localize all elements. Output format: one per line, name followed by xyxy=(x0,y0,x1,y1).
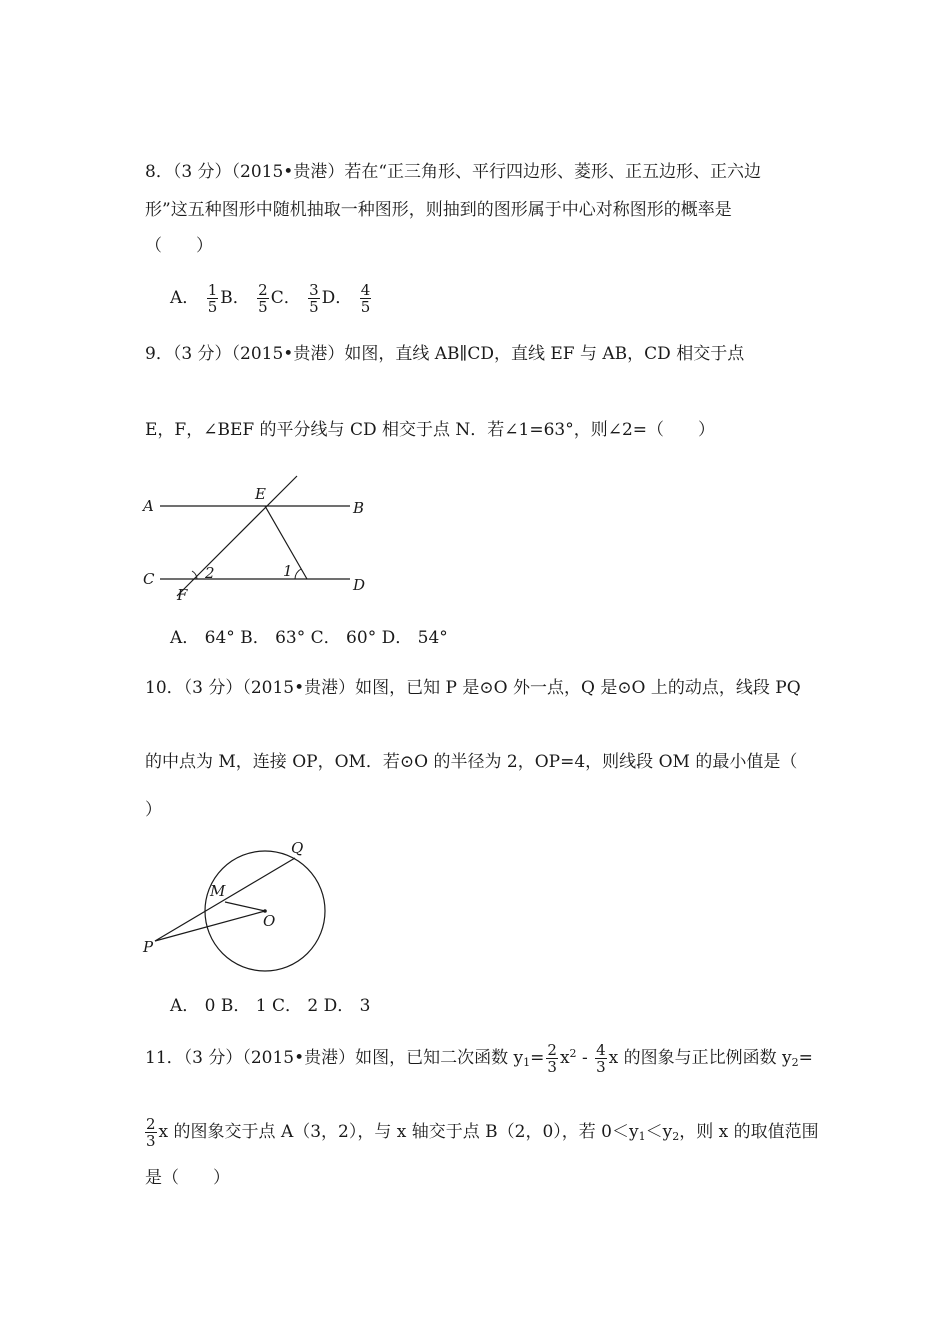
q10-options: A． 0 B． 1 C． 2 D． 3 xyxy=(170,996,371,1016)
q10-line3: ） xyxy=(145,800,162,820)
q10-line1: 10．（3 分）（2015•贵港）如图，已知 P 是⊙O 外一点，Q 是⊙O 上的动点，线段 PQ xyxy=(145,678,801,698)
q9-figure xyxy=(135,468,385,608)
q8-option-a-label: A． xyxy=(170,288,200,308)
q10-line2: 的中点为 M，连接 OP，OM．若⊙O 的半径为 2，OP=4，则线段 OM 的最小值是（ xyxy=(145,752,798,772)
q8-line3: （ ） xyxy=(145,236,213,256)
label-q: Q xyxy=(291,839,304,857)
segment-po xyxy=(155,911,265,941)
q11-fraction-1: $\frac{2}{3}$ xyxy=(547,1041,557,1076)
q11-fraction-2: $\frac{4}{3}$ xyxy=(596,1041,606,1076)
q9-line1: 9．（3 分）（2015•贵港）如图，直线 AB∥CD，直线 EF 与 AB，CD 相交于点 xyxy=(145,344,745,364)
label-p: P xyxy=(143,938,154,956)
q11-line2: $\frac{2}{3}$ x 的图象交于点 A（3，2），与 x 轴交于点 B（2，0），若 $0<y_1<y_2$，则 x 的取值范围 xyxy=(146,1115,819,1150)
q11-line1: 11．（3 分）（2015•贵港）如图，已知二次函数 $y_1=$ $\frac{2}{3}$ $x^2$ - $\frac{4}{3}$ x 的图象与正比例函数 $y_2=$ xyxy=(145,1041,813,1076)
label-d: D xyxy=(353,576,366,594)
q8-option-c-label: C． xyxy=(270,288,301,308)
label-angle-2: 2 xyxy=(205,564,215,582)
q8-options xyxy=(170,282,373,315)
q8-option-c-fraction: $\frac{3}{5}$ xyxy=(309,281,319,316)
line-ef xyxy=(177,476,297,596)
q11-fraction-3: $\frac{2}{3}$ xyxy=(146,1115,156,1150)
q8-line1: 8．（3 分）（2015•贵港）若在“正三角形、平行四边形、菱形、正五边形、正六边 xyxy=(145,162,762,182)
q10-figure xyxy=(135,838,355,978)
q8-option-d-fraction: $\frac{4}{5}$ xyxy=(360,281,371,316)
label-b: B xyxy=(353,499,365,517)
q8-option-a-fraction: $\frac{1}{5}$ xyxy=(207,281,218,316)
label-o: O xyxy=(263,912,276,930)
q9-line2: E，F，∠BEF 的平分线与 CD 相交于点 N．若∠1=63°，则∠2=（ ） xyxy=(145,420,716,440)
q8-option-b-fraction: $\frac{2}{5}$ xyxy=(258,281,268,316)
q8-option-b-label: B． xyxy=(220,288,250,308)
segment-mo xyxy=(225,902,265,911)
label-angle-1: 1 xyxy=(283,562,293,580)
label-a: A xyxy=(143,497,154,515)
q11-line3: 是（ ） xyxy=(145,1168,230,1188)
label-c: C xyxy=(143,570,155,588)
angle-1-arc xyxy=(295,569,301,579)
label-m: M xyxy=(210,882,226,900)
q8-line2: 形”这五种图形中随机抽取一种图形，则抽到的图形属于中心对称图形的概率是 xyxy=(145,200,732,220)
label-e: E xyxy=(255,485,266,503)
q9-options: A． 64° B． 63° C． 60° D． 54° xyxy=(170,628,448,648)
label-f: F xyxy=(177,586,188,604)
q8-option-d-label: D． xyxy=(321,288,353,308)
